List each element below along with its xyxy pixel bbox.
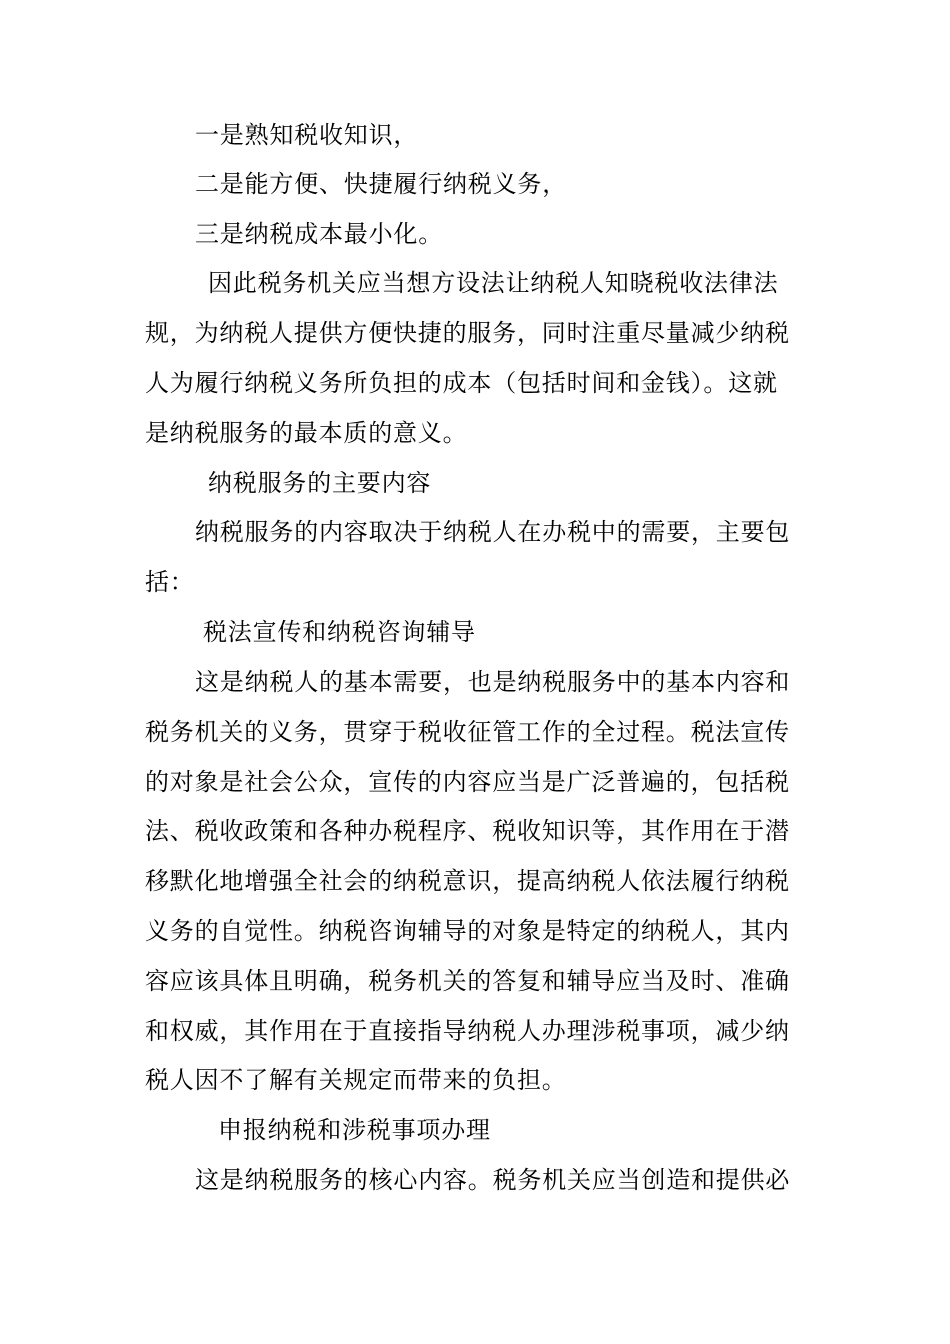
- paragraph-line: 容应该具体且明确，税务机关的答复和辅导应当及时、准确: [145, 967, 790, 995]
- paragraph-line: 和权威，其作用在于直接指导纳税人办理涉税事项，减少纳: [145, 1017, 790, 1045]
- paragraph-line: 这是纳税人的基本需要，也是纳税服务中的基本内容和: [195, 668, 791, 696]
- paragraph-line: 移默化地增强全社会的纳税意识，提高纳税人依法履行纳税: [145, 867, 790, 895]
- paragraph-line: 规，为纳税人提供方便快捷的服务，同时注重尽量减少纳税: [145, 319, 790, 347]
- paragraph-line: 这是纳税服务的核心内容。税务机关应当创造和提供必: [195, 1166, 791, 1194]
- paragraph-line: 税人因不了解有关规定而带来的负担。: [145, 1066, 567, 1094]
- paragraph-line: 是纳税服务的最本质的意义。: [145, 419, 468, 447]
- paragraph-line: 法、税收政策和各种办税程序、税收知识等，其作用在于潜: [145, 817, 790, 845]
- paragraph-line: 人为履行纳税义务所负担的成本（包括时间和金钱）。这就: [145, 369, 778, 397]
- paragraph-line: 因此税务机关应当想方设法让纳税人知晓税收法律法: [208, 269, 779, 297]
- paragraph-line: 义务的自觉性。纳税咨询辅导的对象是特定的纳税人，其内: [145, 917, 790, 945]
- paragraph-line: 纳税服务的内容取决于纳税人在办税中的需要，主要包: [195, 518, 791, 546]
- paragraph-line: 的对象是社会公众，宣传的内容应当是广泛普遍的，包括税: [145, 768, 790, 796]
- list-item-3: 三是纳税成本最小化。: [195, 220, 443, 248]
- section-heading: 纳税服务的主要内容: [208, 469, 432, 497]
- subsection-heading: 申报纳税和涉税事项办理: [218, 1116, 491, 1144]
- list-item-1: 一是熟知税收知识，: [195, 121, 419, 149]
- subsection-heading: 税法宣传和纳税咨询辅导: [203, 618, 476, 646]
- list-item-2: 二是能方便、快捷履行纳税义务，: [195, 170, 567, 198]
- paragraph-line: 税务机关的义务，贯穿于税收征管工作的全过程。税法宣传: [145, 718, 790, 746]
- paragraph-line: 括：: [145, 568, 195, 596]
